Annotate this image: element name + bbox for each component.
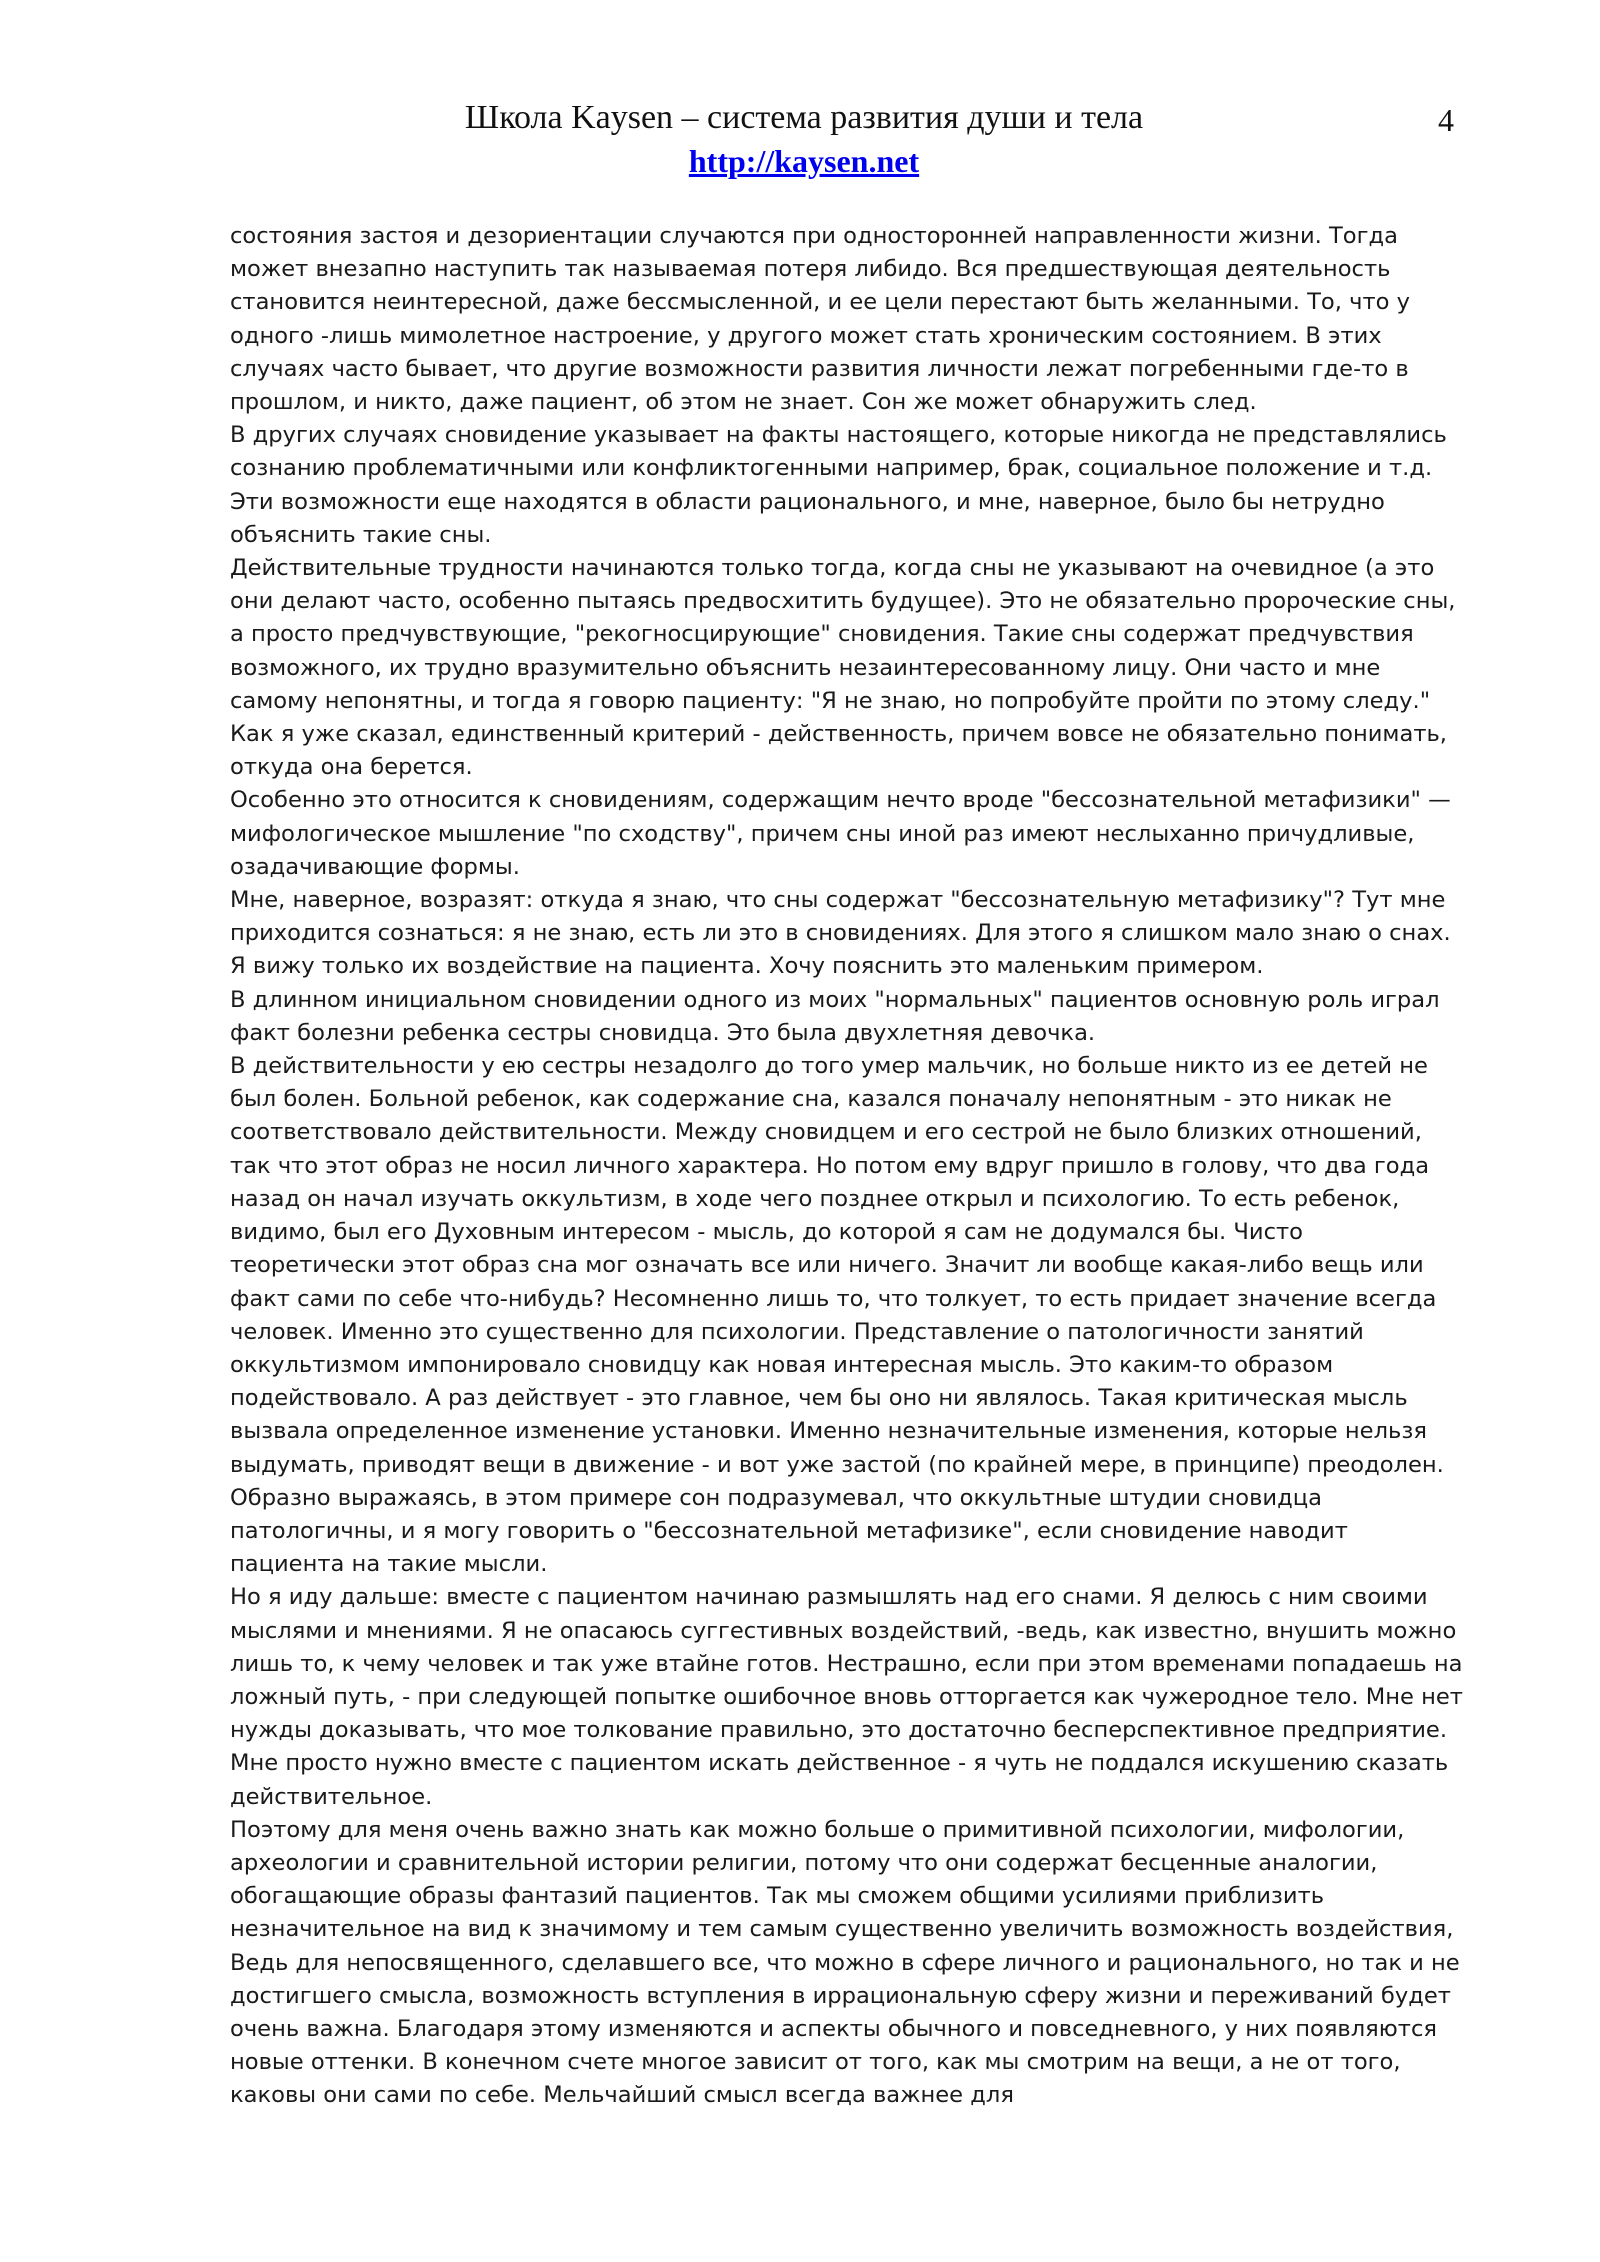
page-number: 4 (1438, 102, 1454, 138)
paragraph: Мне, наверное, возразят: откуда я знаю, что сны содержат "бессознательную метафизику"? Тут мне приходится сознаться: я не знаю, есть ли это в сновидениях. Для этого я слишком мало знаю о снах. Я вижу только их воздействие на пациента. Хочу пояснить это маленьким примером. (230, 887, 1451, 980)
page-header (0, 96, 1600, 182)
body-text (230, 220, 1465, 2113)
paragraph: Но я иду дальше: вместе с пациентом начинаю размышлять над его снами. Я делюсь с ним своими мыслями и мнениями. Я не опасаюсь суггестивных воздействий, -ведь, как известно, внушить можно лишь то, к чему человек и так уже втайне готов. Нестрашно, если при этом временами попадаешь на ложный путь, - при следующей попытке ошибочное вновь отторгается как чужеродное тело. Мне нет нужды доказывать, что мое толкование правильно, это достаточно бесперспективное предприятие. Мне просто нужно вместе с пациентом искать действенное - я чуть не поддался искушению сказать действительное. (230, 1584, 1463, 1810)
site-link[interactable]: http://kaysen.net (688, 143, 920, 179)
paragraph: В других случаях сновидение указывает на факты настоящего, которые никогда не представлялись сознанию проблематичными или конфликтогенными например, брак, социальное положение и т.д. Эти возможности еще находятся в области рационального, и мне, наверное, было бы нетрудно объяснить такие сны. (230, 422, 1447, 548)
paragraph: В действительности у ею сестры незадолго до того умер мальчик, но больше никто из ее детей не был болен. Больной ребенок, как содержание сна, казался поначалу непонятным - это никак не соответствовало действительности. Между сновидцем и его сестрой не было близких отношений, так что этот образ не носил личного характера. Но потом ему вдруг пришло в голову, что два года назад он начал изучать оккультизм, в ходе чего позднее открыл и психологию. То есть ребенок, видимо, был его Духовным интересом - мысль, до которой я сам не додумался бы. Чисто теоретически этот образ сна мог означать все или ничего. Значит ли вообще какая-либо вещь или факт сами по себе что-нибудь? Несомненно лишь то, что толкует, то есть придает значение всегда человек. Именно это существенно для психологии. Представление о патологичности занятий оккультизмом импонировало сновидцу как новая интересная мысль. Это каким-то образом подействовало. А раз действует - это главное, чем бы оно ни являлось. Такая критическая мысль вызвала определенное изменение установки. Именно незначительные изменения, которые нельзя выдумать, приводят вещи в движение - и вот уже застой (по крайней мере, в принципе) преодолен. Образно выражаясь, в этом примере сон подразумевал, что оккультные штудии сновидца патологичны, и я могу говорить о "бессознательной метафизике", если сновидение наводит пациента на такие мысли. (230, 1053, 1444, 1578)
paragraph: Действительные трудности начинаются только тогда, когда сны не указывают на очевидное (а это они делают часто, особенно пытаясь предвосхитить будущее). Это не обязательно пророческие сны, а просто предчувствующие, "рекогносцирующие" сновидения. Такие сны содержат предчувствия возможного, их трудно вразумительно объяснить незаинтересованному лицу. Они часто и мне самому непонятны, и тогда я говорю пациенту: "Я не знаю, но попробуйте пройти по этому следу." Как я уже сказал, единственный критерий - действенность, причем вовсе не обязательно понимать, откуда она берется. (230, 555, 1456, 781)
paragraph: Поэтому для меня очень важно знать как можно больше о примитивной психологии, мифологии, археологии и сравнительной истории религии, потому что они содержат бесценные аналогии, обогащающие образы фантазий пациентов. Так мы сможем общими усилиями приблизить незначительное на вид к значимому и тем самым существенно увеличить возможность воздействия, Ведь для непосвященного, сделавшего все, что можно в сфере личного и рационального, но так и не достигшего смысла, возможность вступления в иррациональную сферу жизни и переживаний будет очень важна. Благодаря этому изменяются и аспекты обычного и повседневного, у них появляются новые оттенки. В конечном счете многое зависит от того, как мы смотрим на вещи, а не от того, каковы они сами по себе. Мельчайший смысл всегда важнее для (230, 1816, 1460, 2109)
paragraph: В длинном инициальном сновидении одного из моих "нормальных" пациентов основную роль играл факт болезни ребенка сестры сновидца. Это была двухлетняя девочка. (230, 986, 1440, 1046)
paragraph: Особенно это относится к сновидениям, содержащим нечто вроде "бессознательной метафизики" — мифологическое мышление "по сходству", причем сны иной раз имеют неслыханно причудливые, озадачивающие формы. (230, 787, 1451, 880)
paragraph: состояния застоя и дезориентации случаются при односторонней направленности жизни. Тогда может внезапно наступить так называемая потеря либидо. Вся предшествующая деятельность становится неинтересной, даже бессмысленной, и ее цели перестают быть желанными. То, что у одного -лишь мимолетное настроение, у другого может стать хроническим состоянием. В этих случаях часто бывает, что другие возможности развития личности лежат погребенными где-то в прошлом, и никто, даже пациент, об этом не знает. Сон же может обнаружить след. (230, 223, 1410, 416)
header-title: Школа Kaysen – система развития души и тела (464, 99, 1144, 136)
